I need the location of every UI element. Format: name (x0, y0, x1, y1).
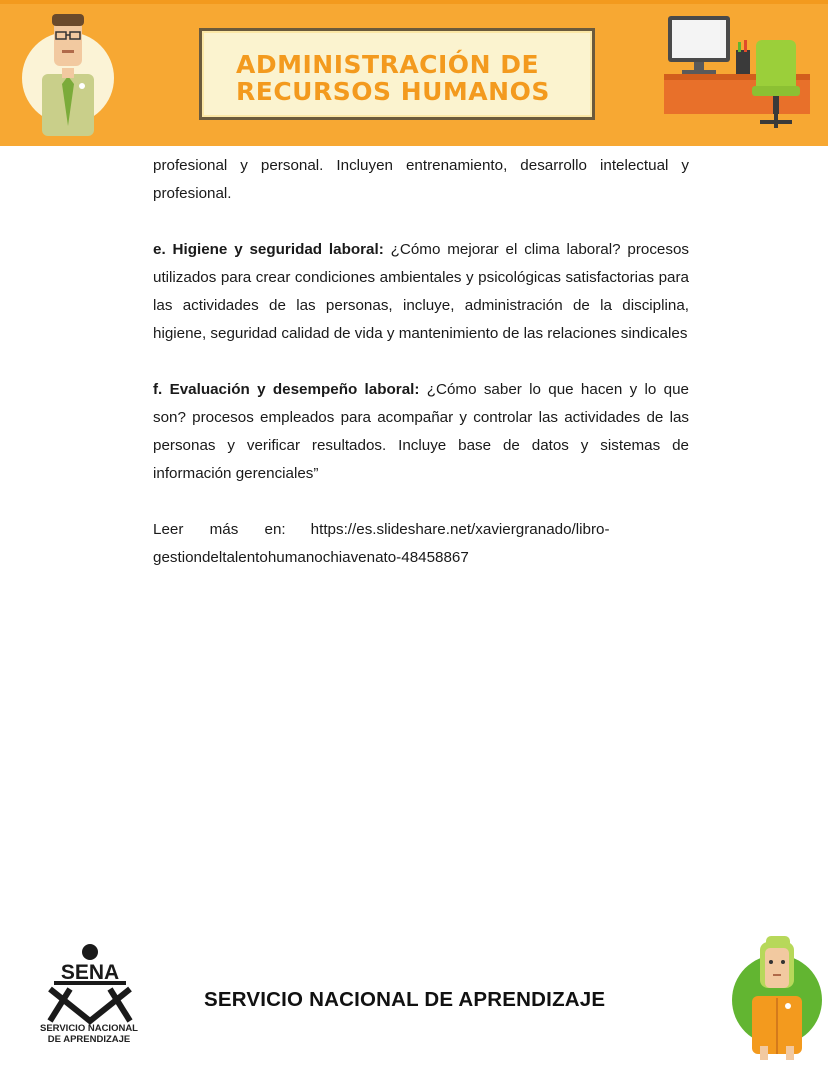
header-stripe (0, 0, 828, 4)
sena-logo-text: SENA (60, 961, 120, 984)
title-box (199, 28, 595, 120)
item-e-heading: e. Higiene y seguridad laboral: (153, 241, 384, 258)
woman-illustration-icon (730, 928, 824, 1062)
sena-logo-icon (32, 943, 150, 1027)
item-e-paragraph (153, 236, 689, 348)
item-e-text: ¿Cómo mejorar el clima laboral? procesos utilizados para crear condiciones ambientales y psicológicas satisfactorias para las actividades de las personas, incluye, administración de la disciplina, higiene, seguridad calidad de vida y mantenimiento de las relaciones sindicales (153, 241, 689, 342)
item-f-paragraph (153, 376, 689, 488)
intro-continuation: profesional y personal. Incluyen entrenamiento, desarrollo intelectual y profesional. (153, 157, 689, 202)
page-title (236, 51, 550, 105)
office-desk-illustration-icon (660, 10, 820, 134)
man-illustration-icon (18, 6, 118, 142)
sena-caption-line-2: DE APRENDIZAJE (47, 1034, 131, 1045)
read-more-url-line-2[interactable]: gestiondeltalentohumanochiavenato-48458867 (153, 549, 469, 566)
document-body (153, 152, 689, 572)
read-more-paragraph (153, 516, 689, 572)
footer-title: SERVICIO NACIONAL DE APRENDIZAJE (204, 988, 606, 1011)
title-line-2: RECURSOS HUMANOS (236, 77, 550, 106)
sena-logo-caption (22, 1023, 156, 1045)
item-f-heading: f. Evaluación y desempeño laboral: (153, 381, 420, 398)
header-banner (0, 0, 828, 146)
read-more-label: Leer más en: (153, 521, 286, 538)
sena-caption-line-1: SERVICIO NACIONAL (39, 1023, 138, 1034)
read-more-url-line-1[interactable]: https://es.slideshare.net/xaviergranado/libro- (310, 521, 610, 538)
title-line-1: ADMINISTRACIÓN DE (236, 50, 540, 79)
item-f-text: ¿Cómo saber lo que hacen y lo que son? procesos empleados para acompañar y controlar las actividades de las personas y verificar resultados. Incluye base de datos y sistemas de información gerenciales” (153, 381, 689, 482)
